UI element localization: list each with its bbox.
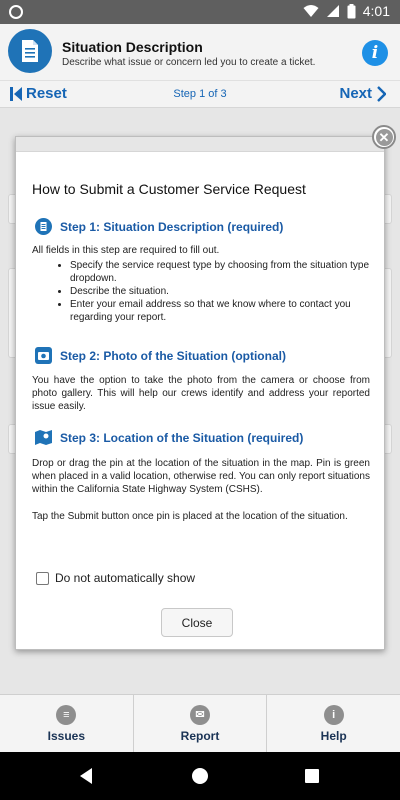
- bottom-tab-bar: [0, 694, 400, 752]
- step1-heading: [35, 218, 283, 235]
- do-not-show-label: Do not automatically show: [55, 571, 196, 585]
- step2-heading: [35, 347, 286, 364]
- wifi-icon: [303, 4, 319, 18]
- step1-bullets: [54, 259, 370, 324]
- system-nav-bar: [0, 752, 400, 800]
- step2-text: You have the option to take the photo from the camera or choose from photo gallery. This will help our crews identify and address your reported issue easily.: [32, 375, 370, 412]
- app-bar: [0, 24, 400, 80]
- signal-icon: [326, 4, 340, 18]
- dialog-title: How to Submit a Customer Service Request: [32, 181, 306, 197]
- list-icon: ≡: [56, 705, 76, 725]
- status-bar: [0, 0, 400, 24]
- info-icon[interactable]: i: [362, 40, 388, 66]
- tab-label: Help: [320, 728, 347, 743]
- recent-apps-icon[interactable]: [305, 769, 319, 783]
- list-item: • Specify the service request type by choosing from the situation type dropdown.: [70, 259, 370, 285]
- chevron-right-icon: [376, 86, 386, 102]
- document-icon[interactable]: [8, 29, 52, 73]
- dialog-top-bar: [16, 137, 384, 152]
- info-icon: i: [324, 705, 344, 725]
- step-indicator: Step 1 of 3: [173, 88, 227, 100]
- step3-heading: [35, 429, 303, 446]
- page-title: Situation Description: [62, 39, 203, 55]
- tab-help[interactable]: [267, 695, 400, 752]
- mail-icon: ✉: [190, 705, 210, 725]
- tab-issues[interactable]: [0, 695, 134, 752]
- step1-heading-text: Step 1: Situation Description (required): [60, 219, 284, 234]
- list-item: • Enter your email address so that we know where to contact you regarding your report.: [70, 298, 370, 324]
- camera-icon: [35, 347, 52, 364]
- home-icon[interactable]: [192, 768, 208, 784]
- close-dialog-icon[interactable]: ✕: [372, 125, 396, 149]
- page-subtitle: Describe what issue or concern led you to create a ticket.: [62, 57, 316, 68]
- status-time: 4:01: [362, 3, 390, 19]
- step1-intro: All fields in this step are required to fill out.: [32, 245, 220, 256]
- reset-label: Reset: [26, 85, 67, 102]
- step3-text: Drop or drag the pin at the location of the situation in the map. Pin is green when placed in a valid location, otherwise red. You can only report situations within the California State Highway System (CSHS).: [32, 458, 370, 495]
- do-not-show-checkbox[interactable]: [36, 572, 49, 585]
- notification-icon: [9, 5, 23, 19]
- tab-label: Report: [180, 728, 220, 743]
- tab-label: Issues: [47, 728, 86, 743]
- close-button[interactable]: Close: [161, 608, 233, 637]
- document-circle-icon: [35, 218, 52, 235]
- step3-heading-text: Step 3: Location of the Situation (required): [60, 430, 304, 445]
- step3-text-2: Tap the Submit button once pin is placed at the location of the situation.: [32, 511, 348, 522]
- next-button[interactable]: [339, 85, 386, 102]
- list-item: • Describe the situation.: [70, 285, 370, 298]
- battery-icon: [347, 4, 356, 19]
- back-icon[interactable]: [80, 768, 92, 784]
- do-not-show-row[interactable]: [36, 571, 195, 585]
- next-label: Next: [339, 85, 372, 102]
- map-icon: [35, 429, 52, 446]
- tab-report[interactable]: [134, 695, 268, 752]
- step2-heading-text: Step 2: Photo of the Situation (optional): [60, 348, 286, 363]
- step-navigation: [0, 80, 400, 108]
- help-dialog: [15, 136, 385, 650]
